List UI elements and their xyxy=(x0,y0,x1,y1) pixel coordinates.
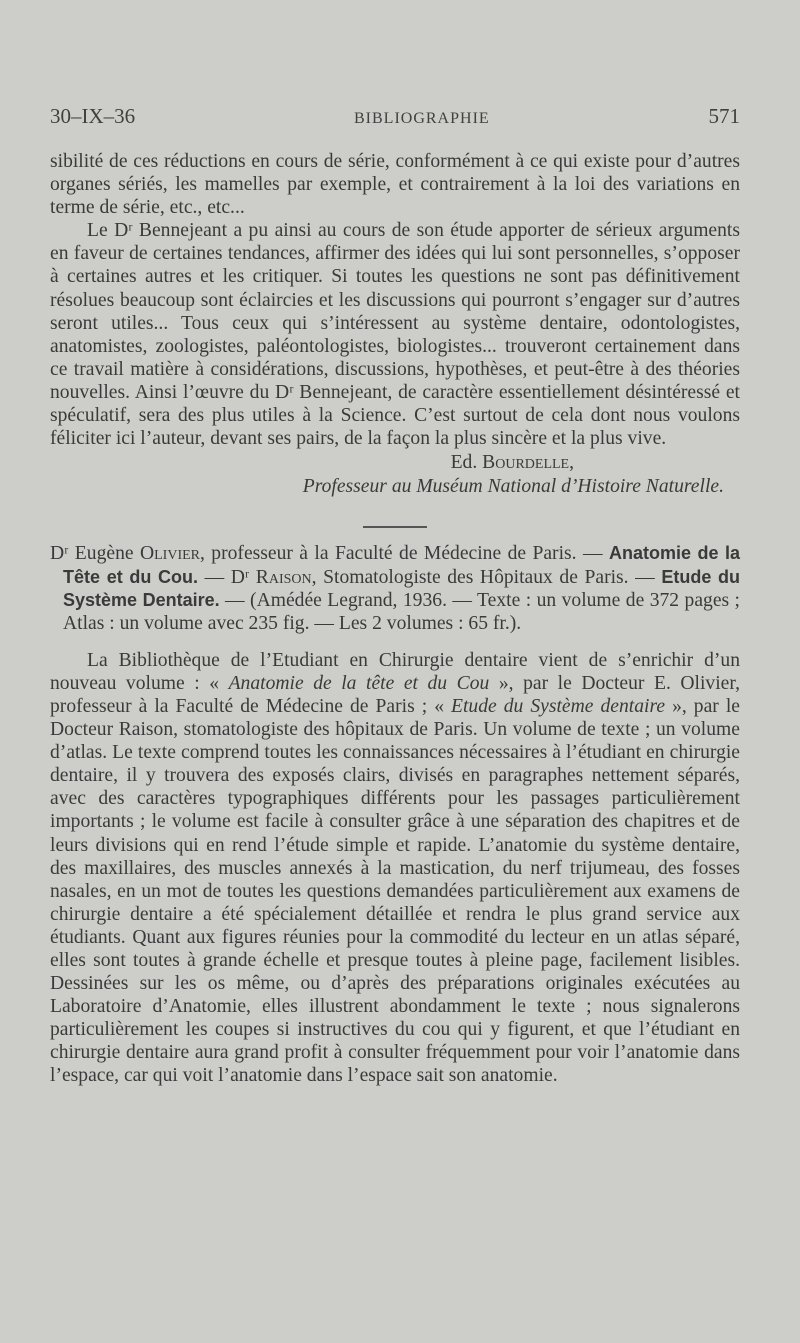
ref-publication-details: — (Amédée Legrand, 1936. — Texte : un volume de 372 pages ; Atlas : un volume avec 235 fig. — Les 2 volumes : 65 fr.). xyxy=(63,589,741,634)
review2-title-anatomie: Anatomie de la tête et du Cou xyxy=(228,672,490,694)
ref-prefix: Dʳ Eugène xyxy=(50,543,140,565)
running-header xyxy=(50,104,740,129)
reviewer-title: Professeur au Muséum National d’Histoire Naturelle. xyxy=(302,476,724,498)
review1-paragraph-continued: sibilité de ces réductions en cours de série, conformément à ce qui existe pour d’autres organes sériés, les mamelles par exemple, et contrairement à la loi des variations en terme de série, etc., etc... xyxy=(50,151,740,219)
page-body xyxy=(50,150,740,1088)
reviewer-signature xyxy=(50,451,740,474)
review2-paragraph xyxy=(50,649,740,1088)
section-divider xyxy=(363,526,427,528)
ref-text: , professeur à la Faculté de Médecine de Paris. — xyxy=(200,543,609,565)
bibliographic-reference xyxy=(50,542,740,634)
review2-text: », par le Docteur E. Olivier, professeur à la Faculté de Médecine de Paris ; « xyxy=(50,672,740,717)
ref-text: — Dʳ xyxy=(198,566,256,588)
ref-title-systeme-dentaire: Etude du Système Dentaire. xyxy=(63,566,740,610)
review1-paragraph: Le Dʳ Bennejeant a pu ainsi au cours de son étude apporter de sérieux arguments en faveur de certaines tendances, affirmer des idées qui lui sont personnelles, s’opposer à certaines autres et les critiquer. Si toutes les questions ne sont pas définitivement résolues beaucoup sont éclaircies et les discussions qui pourront s’engager sur d’autres seront utiles... Tous ceux qui s’intéressent au système dentaire, odontologistes, anatomistes, zoologistes, paléontologistes, biologistes... trouveront certainement dans ce travail matière à considérations, discussions, hypothèses, et peut-être à des théories nouvelles. Ainsi l’œuvre du Dʳ Bennejeant, de caractère essentiellement désintéressé et spéculatif, sera des plus utiles à la Science. C’est surtout de cela dont nous voulons féliciter ici l’auteur, devant ses pairs, de la façon la plus sincère et la plus vive. xyxy=(50,220,740,450)
review2-text: La Bibliothèque de l’Etudiant en Chirurgie dentaire vient de s’enrichir d’un nouveau volume : « xyxy=(50,649,740,694)
header-date: 30–IX–36 xyxy=(50,104,136,128)
header-section-title: BIBLIOGRAPHIE xyxy=(354,110,490,127)
review2-text: », par le Docteur Raison, stomatologiste des hôpitaux de Paris. Un volume de texte ; un volume d’atlas. Le texte comprend toutes les connaissances nécessaires à l’étudiant en chirurgie dentaire, il y trouvera des exposés clairs, divisés en paragraphes nettement séparés, avec des caractères typographiques différents pour les passages particulièrement importants ; le volume est facile à consulter grâce à une séparation des chapitres et de leurs divisions qui en rend l’étude simple et rapide. L’anatomie du système dentaire, des maxillaires, des muscles annexés à la mastication, du nerf trijumeau, des fosses nasales, en un mot de toutes les questions demandées particulièrement aux examens de chirurgie dentaire a été spécialement détaillée et rendra le plus grand service aux étudiants. Quant aux figures réunies pour la commodité du lecteur en un atlas séparé, elles sont toutes à grande échelle et presque toutes à pleine page, facilement lisibles. Dessinées sur les os même, ou d’après des préparations originales exécutées au Laboratoire d’Anatomie, elles illustrent abondamment le texte ; nous signalerons particulièrement les coupes si instructives du cou qui y figurent, et que l’étudiant en chirurgie dentaire aura grand profit à consulter fréquemment pour voir l’anatomie dans l’espace, car qui voit l’anatomie dans l’espace sait son anatomie. xyxy=(50,695,740,1087)
ref-text: , Stomatologiste des Hôpitaux de Paris. — xyxy=(311,566,662,588)
page-number: 571 xyxy=(708,104,740,128)
review2-title-systeme: Etude du Système dentaire xyxy=(451,695,666,717)
ref-title-anatomie: Anatomie de la Tête et du Cou. xyxy=(63,543,740,587)
ref-author-raison: Raison xyxy=(255,566,312,588)
ref-author-olivier: Olivier xyxy=(139,543,200,565)
reviewer-name: Bourdelle, xyxy=(482,452,574,474)
reviewer-initial: Ed. xyxy=(450,452,483,474)
